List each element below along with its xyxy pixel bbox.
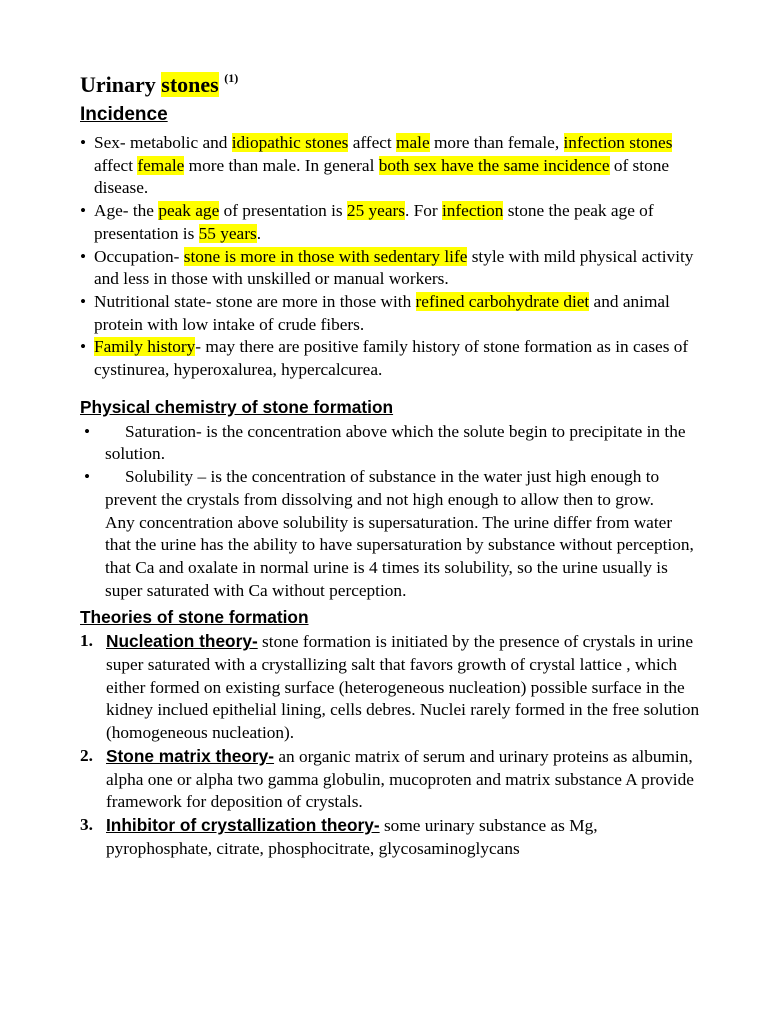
bullet-icon: • bbox=[84, 421, 91, 441]
reference-marker: (1) bbox=[224, 70, 239, 85]
section-heading-theories: Theories of stone formation bbox=[80, 607, 309, 628]
bullet-icon: • bbox=[84, 467, 91, 487]
bullet-icon: • bbox=[80, 246, 87, 266]
bullet-icon: • bbox=[80, 291, 87, 311]
item-number: 3. bbox=[80, 814, 93, 834]
paragraph-supersaturation: Any concentration above solubility is supersaturation. The urine differ from water that the urine has the ability to have supersaturation by substance without perception, that Ca and oxalate in normal urine is 4 times its solubility, so the urine usually is super saturated with Ca without perception. bbox=[105, 512, 694, 600]
bullet-saturation: • Saturation- is the concentration above which the solute begin to precipitate in the solution. bbox=[84, 421, 686, 464]
theory-item: 1. Nucleation theory- stone formation is initiated by the presence of crystals in urine super saturated with a crystallizing salt that favors growth of crystal lattice , which either formed on existing surface (heterogeneous nucleation) possible surface in the kidney inclued epithelial lining, cells debres. Nuclei rarely formed in the free solution (homogeneous nucleation). bbox=[80, 631, 700, 743]
bullet-occupation: • Occupation- stone is more in those with sedentary life style with mild physical activity and less in those with unskilled or manual workers. bbox=[80, 246, 694, 289]
theory-title: Inhibitor of crystallization theory- bbox=[106, 814, 380, 835]
bullet-icon: • bbox=[80, 337, 87, 357]
theory-title: Nucleation theory- bbox=[106, 631, 258, 652]
section-heading-incidence: Incidence bbox=[80, 104, 168, 125]
page-title: Urinary stones $^{(1)}$ bbox=[80, 70, 239, 97]
theory-title: Stone matrix theory- bbox=[106, 745, 275, 766]
bullet-family-history: • Family history- may there are positive family history of stone formation as in cases of cystinurea, hyperoxalurea, hypercalcurea. bbox=[80, 337, 689, 380]
item-number: 1. bbox=[80, 631, 93, 651]
bullet-icon: • bbox=[80, 201, 87, 221]
document-page bbox=[80, 68, 700, 860]
section-heading-physical-chemistry: Physical chemistry of stone formation bbox=[80, 396, 394, 417]
item-number: 2. bbox=[80, 745, 93, 765]
bullet-solubility: • Solubility – is the concentration of substance in the water just high enough to prevent the crystals from dissolving and not high enough to allow then to grow. bbox=[84, 467, 660, 509]
bullet-icon: • bbox=[80, 133, 87, 152]
bullet-nutrition: • Nutritional state- stone are more in those with refined carbohydrate diet and animal protein with low intake of crude fibers. bbox=[80, 291, 670, 334]
highlight: stones bbox=[161, 72, 219, 97]
bullet-age: • Age- the peak age of presentation is 25 years. For infection stone the peak age of presentation is 55 years. bbox=[80, 201, 654, 243]
bullet-sex: • Sex- metabolic and idiopathic stones affect male more than female, infection stones affect female more than male. In general both sex have the same incidence of stone disease. bbox=[80, 133, 673, 198]
theory-item: 3. Inhibitor of crystallization theory- some urinary substance as Mg, pyrophosphate, citrate, phosphocitrate, glycosaminoglycans bbox=[80, 814, 598, 858]
theory-item: 2. Stone matrix theory- an organic matrix of serum and urinary proteins as albumin, alpha one or alpha two gamma globulin, mucoproten and matrix substance A provide framework for deposition of crystals. bbox=[80, 745, 694, 812]
